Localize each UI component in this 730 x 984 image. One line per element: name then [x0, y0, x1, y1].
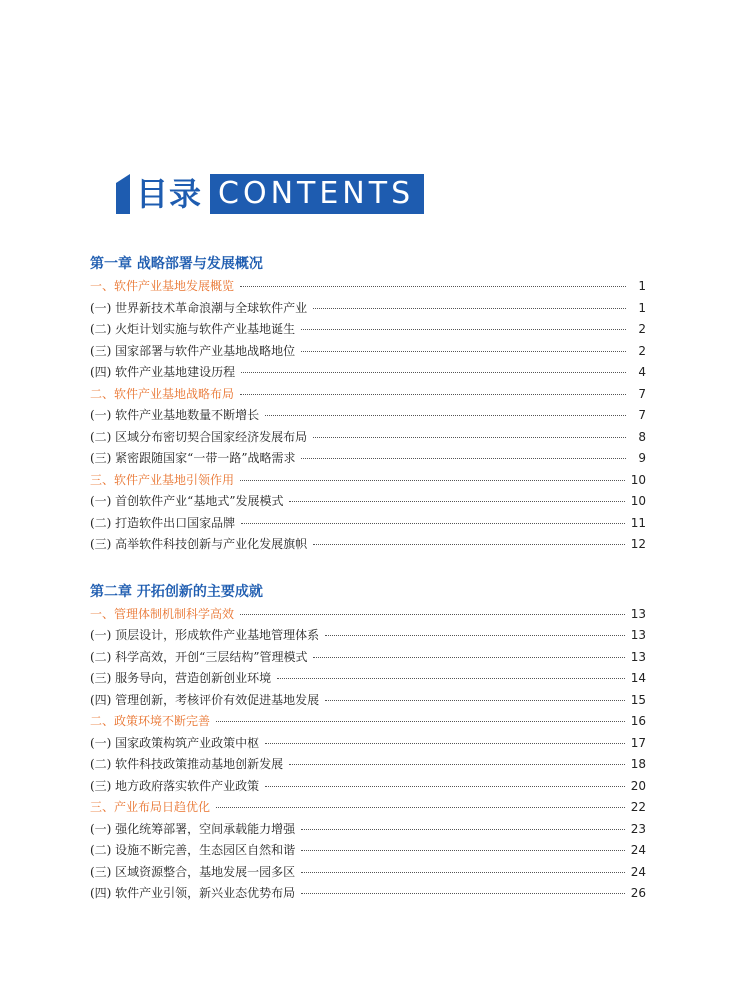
entry-page-number: 2	[638, 343, 646, 358]
entry-page-number: 11	[630, 515, 646, 530]
toc-subsection-entry[interactable]	[90, 668, 646, 690]
dot-leader	[313, 308, 626, 309]
entry-label: 三、产业布局日趋优化	[90, 800, 211, 814]
entry-page-number: 20	[630, 778, 646, 793]
toc-subsection-entry[interactable]	[90, 405, 646, 427]
dot-leader	[325, 635, 625, 636]
entry-label: (三) 区域资源整合，基地发展一园多区	[90, 864, 296, 879]
dot-leader	[313, 657, 624, 658]
dot-leader	[240, 394, 626, 395]
dot-leader	[240, 614, 625, 615]
toc-subsection-entry[interactable]	[90, 776, 646, 798]
toc-subsection-entry[interactable]	[90, 840, 646, 862]
dot-leader	[289, 764, 625, 765]
entry-label: (一) 首创软件产业“基地式”发展模式	[90, 494, 284, 508]
entry-page-number: 8	[638, 429, 646, 444]
header-flag-decoration	[116, 174, 130, 214]
dot-leader	[301, 458, 626, 459]
toc-subsection-entry[interactable]	[90, 427, 646, 449]
entry-page-number: 1	[638, 300, 646, 315]
toc-subsection-entry[interactable]	[90, 819, 646, 841]
dot-leader	[289, 501, 624, 502]
dot-leader	[301, 329, 626, 330]
entry-label: (三) 紧密跟随国家“一带一路”战略需求	[90, 451, 296, 465]
toc-subsection-entry[interactable]	[90, 298, 646, 320]
toc-subsection-entry[interactable]	[90, 362, 646, 384]
dot-leader	[240, 480, 625, 481]
table-of-contents	[90, 252, 646, 905]
entry-page-number: 14	[630, 671, 646, 685]
entry-page-number: 23	[630, 821, 646, 836]
entry-label: 一、管理体制机制科学高效	[90, 606, 235, 621]
toc-section-entry[interactable]	[90, 276, 646, 298]
chapter-title[interactable]: 第二章 开拓创新的主要成就	[90, 583, 263, 600]
entry-page-number: 13	[630, 649, 646, 664]
entry-label: 二、软件产业基地战略布局	[90, 386, 235, 401]
entry-label: (一) 世界新技术革命浪潮与全球软件产业	[90, 300, 308, 315]
entry-label: 二、政策环境不断完善	[90, 714, 211, 728]
dot-leader	[265, 743, 625, 744]
toc-subsection-entry[interactable]	[90, 491, 646, 513]
toc-subsection-entry[interactable]	[90, 625, 646, 647]
entry-page-number: 4	[638, 365, 646, 379]
dot-leader	[265, 415, 626, 416]
dot-leader	[313, 437, 626, 438]
toc-subsection-entry[interactable]	[90, 513, 646, 535]
entry-label: (四) 软件产业基地建设历程	[90, 365, 236, 379]
entry-page-number: 10	[630, 494, 646, 508]
toc-section-entry[interactable]	[90, 604, 646, 626]
entry-label: (一) 顶层设计，形成软件产业基地管理体系	[90, 628, 320, 642]
toc-subsection-entry[interactable]	[90, 883, 646, 905]
header-title-cn: 目录	[136, 175, 203, 213]
entry-label: (三) 地方政府落实软件产业政策	[90, 778, 260, 793]
dot-leader	[240, 286, 626, 287]
entry-label: (四) 软件产业引领，新兴业态优势布局	[90, 886, 296, 900]
entry-page-number: 9	[638, 451, 646, 465]
entry-label: (二) 打造软件出口国家品牌	[90, 515, 236, 530]
toc-subsection-entry[interactable]	[90, 534, 646, 556]
toc-header	[116, 174, 424, 214]
entry-label: (二) 软件科技政策推动基地创新发展	[90, 757, 284, 771]
entry-page-number: 13	[630, 606, 646, 621]
dot-leader	[301, 872, 625, 873]
dot-leader	[301, 893, 625, 894]
entry-page-number: 15	[630, 692, 646, 707]
entry-page-number: 16	[630, 714, 646, 728]
entry-page-number: 10	[630, 472, 646, 487]
toc-subsection-entry[interactable]	[90, 647, 646, 669]
entry-label: (三) 服务导向，营造创新创业环境	[90, 671, 272, 685]
entry-label: (四) 管理创新，考核评价有效促进基地发展	[90, 692, 320, 707]
entry-page-number: 22	[630, 800, 646, 814]
entry-label: (三) 国家部署与软件产业基地战略地位	[90, 343, 296, 358]
toc-subsection-entry[interactable]	[90, 754, 646, 776]
dot-leader	[241, 523, 625, 524]
dot-leader	[301, 850, 625, 851]
entry-page-number: 7	[638, 408, 646, 422]
dot-leader	[313, 544, 625, 545]
dot-leader	[301, 351, 626, 352]
entry-label: (二) 火炬计划实施与软件产业基地诞生	[90, 322, 296, 336]
toc-subsection-entry[interactable]	[90, 690, 646, 712]
toc-subsection-entry[interactable]	[90, 319, 646, 341]
entry-page-number: 13	[630, 628, 646, 642]
dot-leader	[241, 372, 626, 373]
dot-leader	[301, 829, 625, 830]
toc-subsection-entry[interactable]	[90, 448, 646, 470]
chapter-title[interactable]: 第一章 战略部署与发展概况	[90, 256, 263, 272]
entry-label: (二) 科学高效，开创“三层结构”管理模式	[90, 649, 308, 664]
entry-label: (二) 设施不断完善，生态园区自然和谐	[90, 843, 296, 857]
entry-page-number: 12	[630, 537, 646, 551]
dot-leader	[216, 721, 625, 722]
entry-label: (一) 国家政策构筑产业政策中枢	[90, 735, 260, 750]
entry-label: 三、软件产业基地引领作用	[90, 472, 235, 487]
toc-section-entry[interactable]	[90, 797, 646, 819]
entry-page-number: 2	[638, 322, 646, 336]
entry-page-number: 26	[630, 886, 646, 900]
entry-label: (三) 高举软件科技创新与产业化发展旗帜	[90, 537, 308, 551]
toc-section-entry[interactable]	[90, 384, 646, 406]
entry-page-number: 7	[638, 386, 646, 401]
entry-label: (二) 区域分布密切契合国家经济发展布局	[90, 429, 308, 444]
dot-leader	[216, 807, 625, 808]
dot-leader	[277, 678, 625, 679]
entry-page-number: 24	[630, 843, 646, 857]
header-title-en: CONTENTS	[210, 174, 424, 214]
toc-section-entry[interactable]	[90, 711, 646, 733]
toc-subsection-entry[interactable]	[90, 341, 646, 363]
entry-page-number: 24	[630, 864, 646, 879]
entry-label: (一) 强化统筹部署，空间承载能力增强	[90, 821, 296, 836]
dot-leader	[265, 786, 625, 787]
dot-leader	[325, 700, 625, 701]
entry-page-number: 17	[630, 735, 646, 750]
entry-label: 一、软件产业基地发展概览	[90, 279, 235, 293]
entry-page-number: 18	[630, 757, 646, 771]
toc-subsection-entry[interactable]	[90, 862, 646, 884]
entry-page-number: 1	[638, 279, 646, 293]
toc-section-entry[interactable]	[90, 470, 646, 492]
entry-label: (一) 软件产业基地数量不断增长	[90, 408, 260, 422]
toc-subsection-entry[interactable]	[90, 733, 646, 755]
